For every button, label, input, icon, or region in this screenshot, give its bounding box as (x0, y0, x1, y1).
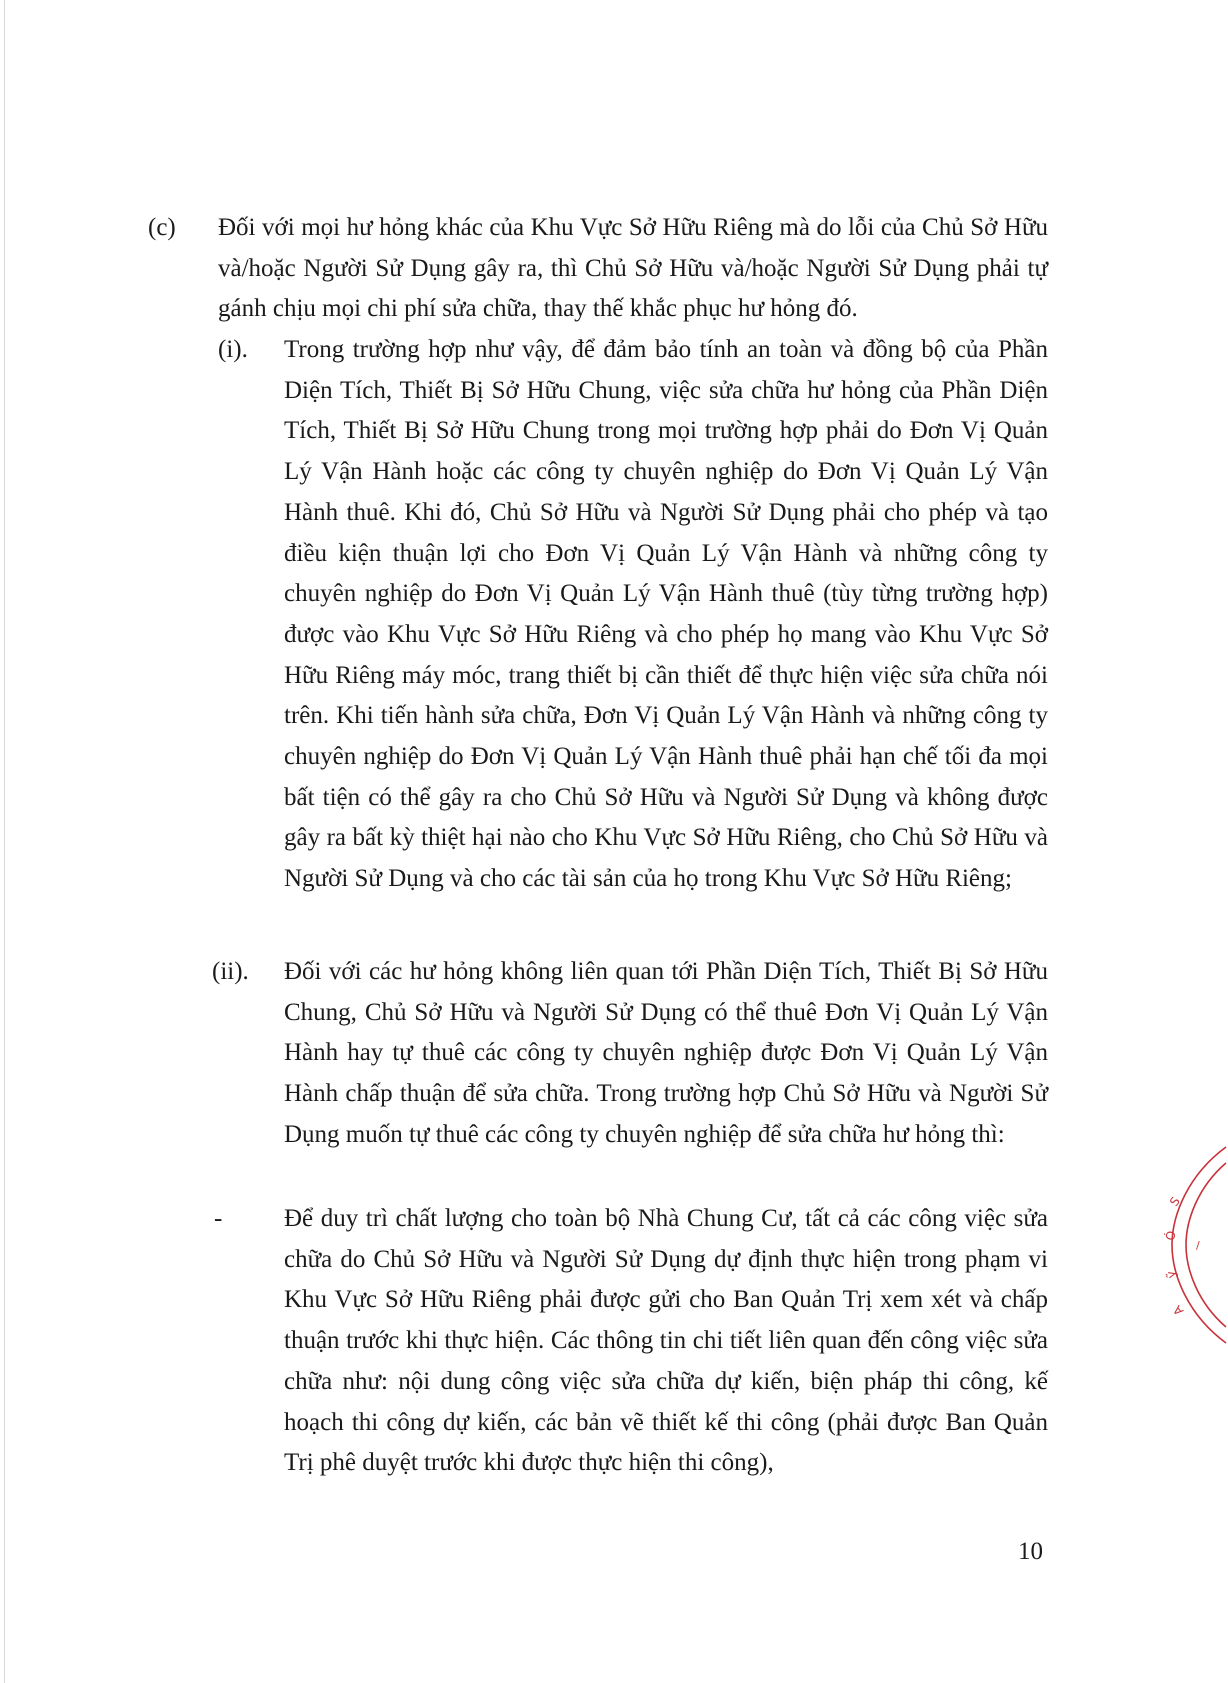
svg-text:/: / (1196, 1239, 1200, 1252)
item-i-text: Trong trường hợp như vậy, để đảm bảo tính an toàn và đồng bộ của Phần Diện Tích, Thiết Bị Sở Hữu Chung, việc sửa chữa hư hỏng của Phần Diện Tích, Thiết Bị Sở Hữu Chung trong mọi trường hợp phải do Đơn Vị Quản Lý Vận Hành hoặc các công ty chuyên nghiệp do Đơn Vị Quản Lý Vận Hành thuê. Khi đó, Chủ Sở Hữu và Người Sử Dụng phải cho phép và tạo điều kiện thuận lợi cho Đơn Vị Quản Lý Vận Hành và những công ty chuyên nghiệp do Đơn Vị Quản Lý Vận Hành thuê (tùy từng trường hợp) được vào Khu Vực Sở Hữu Riêng và cho phép họ mang vào Khu Vực Sở Hữu Riêng máy móc, trang thiết bị cần thiết để thực hiện việc sửa chữa nói trên. Khi tiến hành sửa chữa, Đơn Vị Quản Lý Vận Hành và những công ty chuyên nghiệp do Đơn Vị Quản Lý Vận Hành thuê phải hạn chế tối đa mọi bất tiện có thể gây ra cho Chủ Sở Hữu và Người Sử Dụng và không được gây ra bất kỳ thiệt hại nào cho Khu Vực Sở Hữu Riêng, cho Chủ Sở Hữu và Người Sử Dụng và cho các tài sản của họ trong Khu Vực Sở Hữu Riêng; (284, 336, 1048, 893)
item-i-marker: (i). (218, 336, 248, 363)
page-number: 10 (1018, 1538, 1043, 1565)
svg-text:A: A (1170, 1302, 1187, 1319)
dash-item-marker: - (214, 1205, 223, 1232)
red-seal-stamp-fragment (1163, 1145, 1228, 1345)
svg-text:S: S (1166, 1194, 1183, 1209)
paragraph-c-marker: (c) (148, 214, 176, 241)
scan-edge-line (4, 0, 5, 1683)
svg-text:Ó: Ó (1163, 1229, 1179, 1242)
item-ii-text: Đối với các hư hỏng không liên quan tới Phần Diện Tích, Thiết Bị Sở Hữu Chung, Chủ Sở Hữu và Người Sử Dụng có thể thuê Đơn Vị Quản Lý Vận Hành hay tự thuê các công ty chuyên nghiệp được Đơn Vị Quản Lý Vận Hành chấp thuận để sửa chữa. Trong trường hợp Chủ Sở Hữu và Người Sử Dụng muốn tự thuê các công ty chuyên nghiệp để sửa chữa hư hỏng thì: (284, 958, 1048, 1148)
item-ii-marker: (ii). (212, 958, 249, 985)
paragraph-c-text: Đối với mọi hư hỏng khác của Khu Vực Sở Hữu Riêng mà do lỗi của Chủ Sở Hữu và/hoặc Người Sử Dụng gây ra, thì Chủ Sở Hữu và/hoặc Người Sử Dụng phải tự gánh chịu mọi chi phí sửa chữa, thay thế khắc phục hư hỏng đó. (218, 214, 1048, 323)
dash-item-text: Để duy trì chất lượng cho toàn bộ Nhà Chung Cư, tất cả các công việc sửa chữa do Chủ Sở Hữu và Người Sử Dụng dự định thực hiện trong phạm vi Khu Vực Sở Hữu Riêng phải được gửi cho Ban Quản Trị xem xét và chấp thuận trước khi thực hiện. Các thông tin chi tiết liên quan đến công việc sửa chữa như: nội dung công việc sửa chữa dự kiến, biện pháp thi công, kế hoạch thi công dự kiến, các bản vẽ thiết kế thi công (phải được Ban Quản Trị phê duyệt trước khi được thực hiện thi công), (284, 1205, 1048, 1477)
svg-text:ỹ: ỹ (1163, 1269, 1179, 1280)
